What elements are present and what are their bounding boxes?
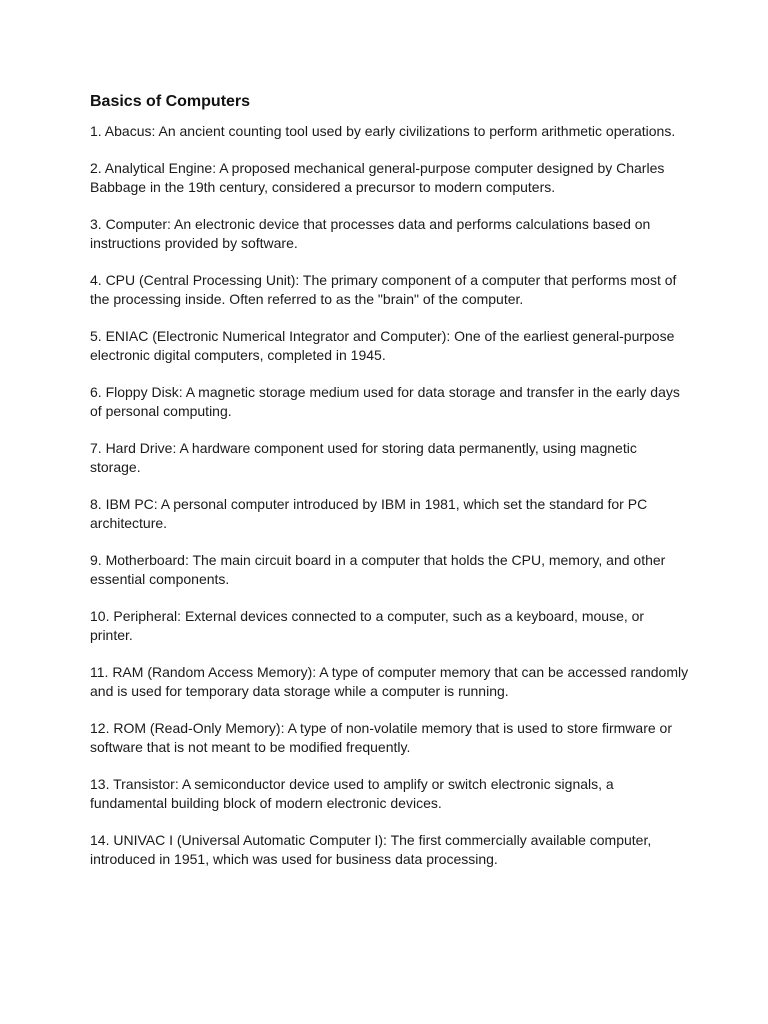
glossary-item-abacus: 1. Abacus: An ancient counting tool used by early civilizations to perform arithmetic operations. (90, 123, 676, 139)
glossary-item-peripheral: 10. Peripheral: External devices connected to a computer, such as a keyboard, mouse, or printer. (90, 608, 645, 643)
glossary-item-ibm-pc: 8. IBM PC: A personal computer introduced by IBM in 1981, which set the standard for PC architecture. (90, 496, 648, 531)
glossary-item-motherboard: 9. Motherboard: The main circuit board in a computer that holds the CPU, memory, and other essential components. (90, 552, 666, 587)
glossary-item-ram: 11. RAM (Random Access Memory): A type of computer memory that can be accessed randomly and is used for temporary data storage while a computer is running. (90, 664, 689, 699)
glossary-item-eniac: 5. ENIAC (Electronic Numerical Integrator and Computer): One of the earliest general-purpose electronic digital computers, completed in 1945. (90, 328, 675, 363)
glossary-item-analytical-engine: 2. Analytical Engine: A proposed mechanical general-purpose computer designed by Charles Babbage in the 19th century, considered a precursor to modern computers. (90, 160, 665, 195)
glossary-item-transistor: 13. Transistor: A semiconductor device used to amplify or switch electronic signals, a fundamental building block of modern electronic devices. (90, 776, 614, 811)
glossary-item-floppy-disk: 6. Floppy Disk: A magnetic storage medium used for data storage and transfer in the early days of personal computing. (90, 384, 680, 419)
page-title: Basics of Computers (90, 93, 251, 110)
glossary-item-univac: 14. UNIVAC I (Universal Automatic Computer I): The first commercially available computer, introduced in 1951, which was used for business data processing. (90, 832, 652, 867)
glossary-item-computer: 3. Computer: An electronic device that processes data and performs calculations based on instructions provided by software. (90, 216, 651, 251)
document-page (90, 90, 690, 887)
glossary-item-cpu: 4. CPU (Central Processing Unit): The primary component of a computer that performs most of the processing inside. Often referred to as the "brain" of the computer. (90, 272, 677, 307)
glossary-item-hard-drive: 7. Hard Drive: A hardware component used for storing data permanently, using magnetic storage. (90, 440, 637, 475)
glossary-item-rom: 12. ROM (Read-Only Memory): A type of non-volatile memory that is used to store firmware or software that is not meant to be modified frequently. (90, 720, 672, 755)
glossary-list (90, 122, 690, 869)
